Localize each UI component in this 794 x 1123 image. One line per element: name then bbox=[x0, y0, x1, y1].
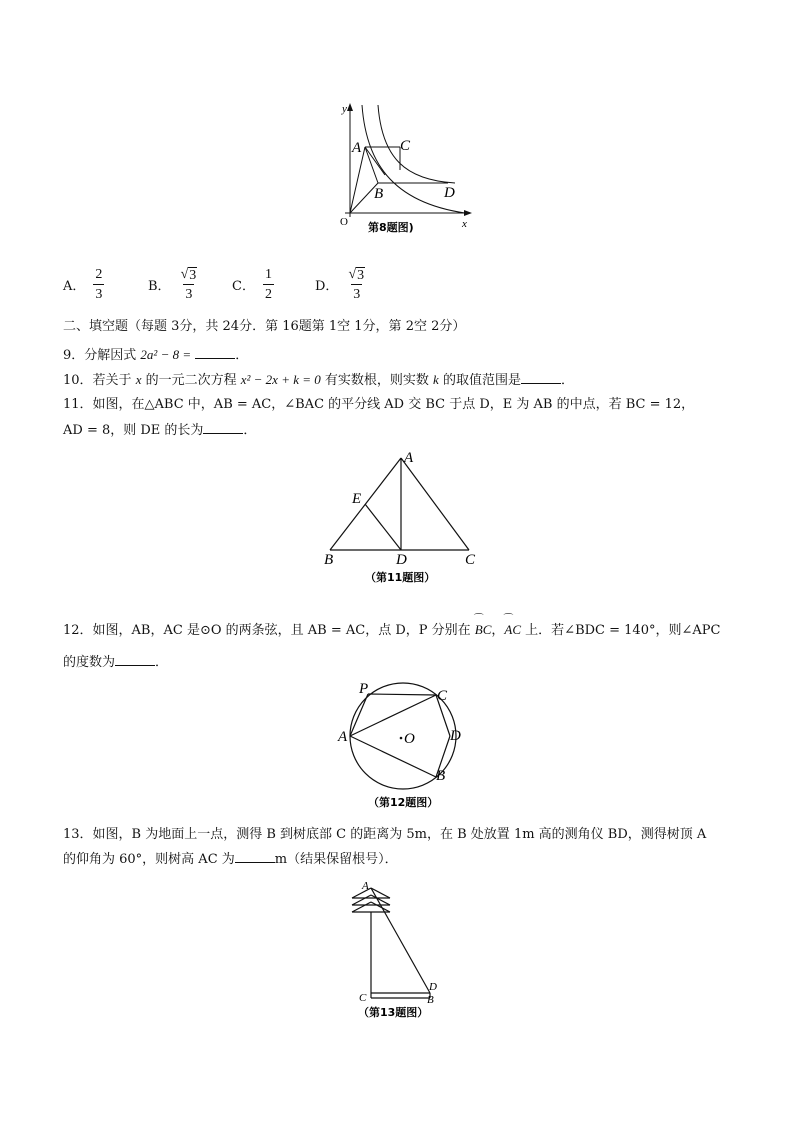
label-b: B bbox=[436, 768, 446, 784]
label-c: C bbox=[359, 992, 367, 1004]
label-y: y bbox=[342, 103, 347, 115]
section-title: 二、填空题（每题 3分，共 24分．第 16题第 1空 1分，第 2空 2分） bbox=[63, 319, 466, 334]
question-10: 10．若关于 x 的一元二次方程 x² − 2x + k = 0 有实数根，则实数 k 的取值范围是 ． bbox=[63, 372, 574, 388]
question-13-line2: 的仰角为 60°，则树高 AC 为 m（结果保留根号）． bbox=[63, 852, 398, 867]
option-d-fraction: √ 3 3 bbox=[348, 266, 365, 302]
label-d: D bbox=[429, 981, 437, 993]
option-c-fraction: $\frac{1}{2}$ bbox=[264, 266, 272, 302]
label-a: A bbox=[352, 140, 362, 156]
option-c-letter: C． bbox=[232, 278, 255, 294]
label-a: A bbox=[338, 729, 348, 745]
option-a-fraction: $\frac{2}{3}$ bbox=[95, 266, 103, 302]
figure-q13 bbox=[340, 880, 460, 1025]
figure-q13-tree bbox=[340, 880, 460, 1025]
question-13-line1: 13．如图，B 为地面上一点，测得 B 到树底部 C 的距离为 5m，在 B 处放置 1m 高的测角仪 BD，测得树顶 A bbox=[63, 827, 707, 842]
caption-q11: （第11题图） bbox=[365, 571, 436, 584]
label-d: D bbox=[450, 728, 461, 744]
option-b[interactable] bbox=[148, 262, 199, 306]
question-12-line1: 12．如图，AB，AC 是⊙O 的两条弦，且 AB = AC，点 D，P 分别在 ⌒ BC，⌒ AC 上．若∠BDC = 140°，则∠APC bbox=[63, 621, 720, 640]
label-b: B bbox=[427, 994, 434, 1006]
question-12-line2: 的度数为 ． bbox=[63, 655, 169, 670]
caption-q12: （第12题图） bbox=[368, 796, 439, 809]
label-a: A bbox=[404, 450, 414, 466]
label-d: D bbox=[444, 185, 455, 201]
figure-q8-graph bbox=[330, 100, 480, 240]
label-b: B bbox=[324, 552, 334, 568]
label-c: C bbox=[437, 688, 448, 704]
label-c: C bbox=[465, 552, 476, 568]
figure-q11 bbox=[315, 448, 485, 588]
option-c[interactable] bbox=[232, 262, 274, 306]
label-o: O bbox=[340, 216, 348, 228]
label-d: D bbox=[396, 552, 407, 568]
label-p: P bbox=[359, 681, 369, 697]
option-b-fraction: √ 3 3 bbox=[180, 266, 197, 302]
label-b: B bbox=[374, 186, 384, 202]
arc-ac: ⌒ AC bbox=[504, 621, 521, 639]
figure-q12 bbox=[333, 680, 473, 815]
q11-answer-blank[interactable] bbox=[203, 421, 243, 434]
label-x: x bbox=[462, 218, 467, 230]
option-d-letter: D． bbox=[315, 278, 339, 294]
q9-answer-blank[interactable] bbox=[195, 346, 235, 359]
label-c: C bbox=[400, 138, 411, 154]
label-a: A bbox=[362, 880, 369, 892]
figure-q11-triangle bbox=[315, 448, 485, 588]
arc-bc: ⌒ BC bbox=[475, 621, 492, 639]
caption-q8: 第8题图) bbox=[368, 221, 414, 234]
sqrt-sign: √ bbox=[348, 266, 357, 282]
sqrt-sign: √ bbox=[180, 266, 189, 282]
caption-q13: （第13题图） bbox=[358, 1006, 429, 1019]
figure-q8 bbox=[330, 100, 480, 240]
question-11-line2: AD = 8，则 DE 的长为 ． bbox=[63, 423, 257, 438]
label-o: O bbox=[404, 731, 415, 747]
q10-answer-blank[interactable] bbox=[521, 371, 561, 384]
figure-q12-circle bbox=[333, 680, 473, 815]
option-a-letter: A． bbox=[63, 278, 86, 294]
q10-equation: x² − 2x + k = 0 bbox=[240, 372, 321, 387]
question-9: 9．分解因式 2a² − 8 = ． bbox=[63, 347, 249, 363]
q9-expression: 2a² − 8 = bbox=[140, 347, 192, 362]
option-d[interactable] bbox=[315, 262, 367, 306]
label-e: E bbox=[352, 491, 362, 507]
q13-answer-blank[interactable] bbox=[235, 850, 275, 863]
option-b-letter: B． bbox=[148, 278, 171, 294]
option-a[interactable] bbox=[63, 262, 104, 306]
question-11-line1: 11．如图，在△ABC 中，AB = AC，∠BAC 的平分线 AD 交 BC 于点 D，E 为 AB 的中点，若 BC = 12， bbox=[63, 397, 695, 412]
q12-answer-blank[interactable] bbox=[115, 653, 155, 666]
